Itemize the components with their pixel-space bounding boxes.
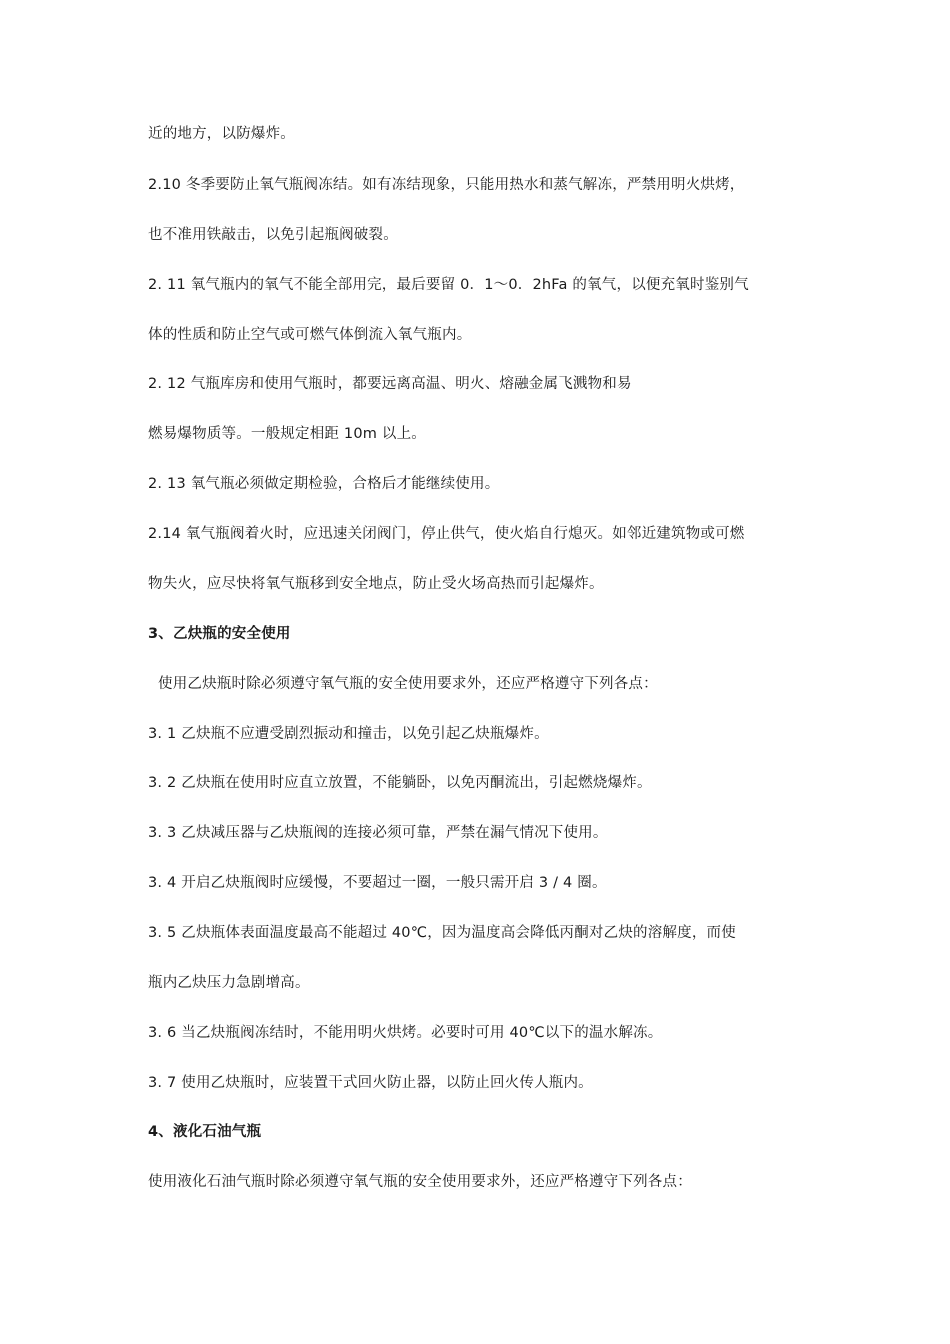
section-heading: 4、液化石油气瓶 <box>148 1124 262 1140</box>
text-line: 使用液化石油气瓶时除必须遵守氧气瓶的安全使用要求外，还应严格遵守下列各点： <box>148 1174 692 1190</box>
text-line: 近的地方，以防爆炸。 <box>148 126 295 142</box>
text-line: 3. 6 当乙炔瓶阀冻结时，不能用明火烘烤。必要时可用 40℃以下的温水解冻。 <box>148 1025 663 1041</box>
text-line: 3. 7 使用乙炔瓶时，应装置干式回火防止器，以防止回火传人瓶内。 <box>148 1075 593 1091</box>
text-line: 瓶内乙炔压力急剧增高。 <box>148 975 310 991</box>
text-line: 3. 2 乙炔瓶在使用时应直立放置，不能躺卧，以免丙酮流出，引起燃烧爆炸。 <box>148 775 652 791</box>
text-line: 体的性质和防止空气或可燃气体倒流入氧气瓶内。 <box>148 327 472 343</box>
text-line: 3. 4 开启乙炔瓶阀时应缓慢，不要超过一圈，一般只需开启 3 / 4 圈。 <box>148 875 607 891</box>
text-line: 2. 11 氧气瓶内的氧气不能全部用完，最后要留 0．1～0．2hFa 的氧气，以便充氧时鉴别气 <box>148 277 749 293</box>
text-line: 也不准用铁敲击，以免引起瓶阀破裂。 <box>148 227 398 243</box>
text-line: 3. 3 乙炔减压器与乙炔瓶阀的连接必须可靠，严禁在漏气情况下使用。 <box>148 825 608 841</box>
text-line: 3. 5 乙炔瓶体表面温度最高不能超过 40℃，因为温度高会降低丙酮对乙炔的溶解度，而使 <box>148 925 736 941</box>
text-line: 使用乙炔瓶时除必须遵守氧气瓶的安全使用要求外，还应严格遵守下列各点： <box>158 676 658 692</box>
text-line: 2.10 冬季要防止氧气瓶阀冻结。如有冻结现象，只能用热水和蒸气解冻，严禁用明火烘烤， <box>148 177 745 193</box>
section-heading: 3、乙炔瓶的安全使用 <box>148 626 291 642</box>
text-line: 燃易爆物质等。一般规定相距 10m 以上。 <box>148 426 426 442</box>
text-line: 3. 1 乙炔瓶不应遭受剧烈振动和撞击，以免引起乙炔瓶爆炸。 <box>148 726 549 742</box>
text-line: 2. 12 气瓶库房和使用气瓶时，都要远离高温、明火、熔融金属飞溅物和易 <box>148 376 632 392</box>
text-line: 物失火，应尽快将氧气瓶移到安全地点，防止受火场高热而引起爆炸。 <box>148 576 604 592</box>
text-line: 2.14 氧气瓶阀着火时，应迅速关闭阀门，停止供气，使火焰自行熄灭。如邻近建筑物或可燃 <box>148 526 745 542</box>
text-line: 2. 13 氧气瓶必须做定期检验，合格后才能继续使用。 <box>148 476 500 492</box>
